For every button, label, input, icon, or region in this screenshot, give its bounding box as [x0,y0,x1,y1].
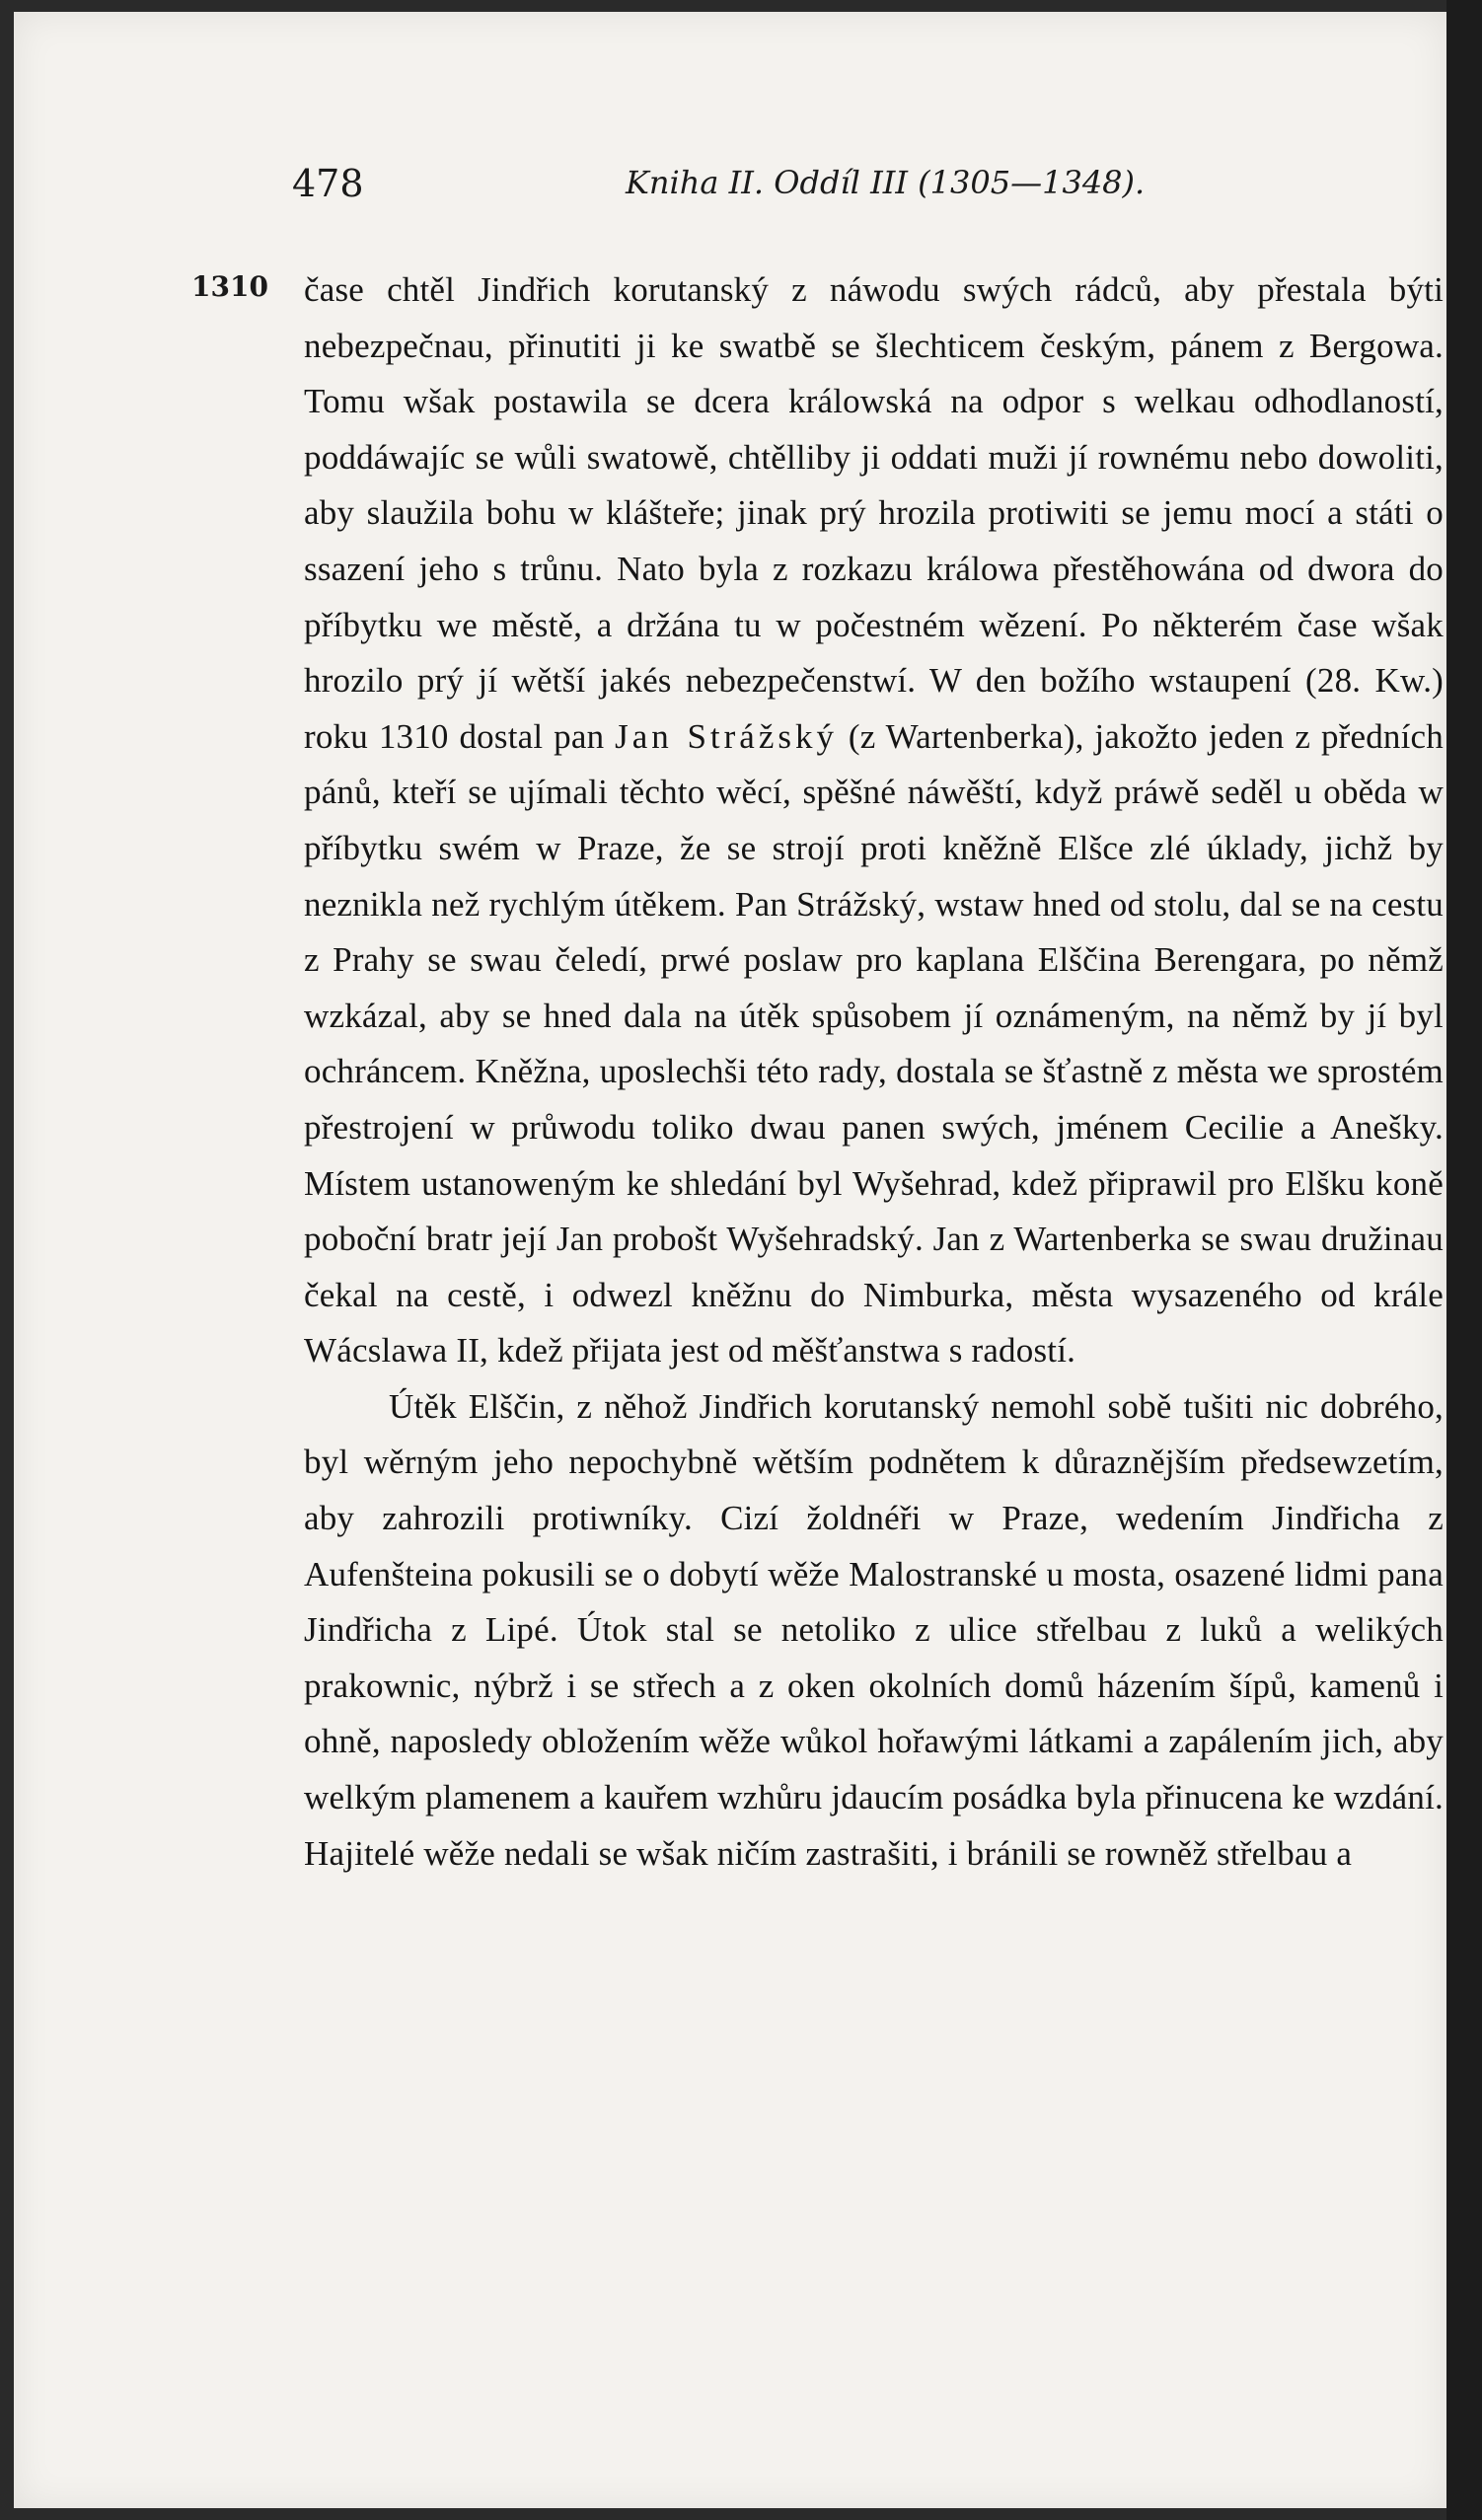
running-head: Kniha II. Oddíl III (1305—1348). [626,164,1146,201]
body-text [304,262,1444,1882]
page-header [14,162,1446,217]
book-page [14,12,1446,2508]
spaced-name: Jan Strážský [615,716,838,756]
page-edge-shadow [1446,0,1482,2520]
margin-year-note: 1310 [191,270,268,303]
page-number: 478 [292,162,364,205]
paragraph-1 [304,262,1444,1379]
paragraph-1-end: (z Wartenberka), jakožto jeden z předních pánů, kteří se ujímali těchto wěcí, spěšné náwěští, když práwě seděl u oběda w příbytku swém w Praze, že se strojí proti kněžně Elšce zlé úklady, jichž by neznikla než rychlým útěkem. Pan Strážský, wstaw hned od stolu, dal se na cestu z Prahy se swau čeledí, prwé poslaw pro kaplana Elščina Berengara, po němž wzkázal, aby se hned dala na útěk spůsobem jí oznámeným, na němž by jí byl ochráncem. Kněžna, uposlechši této rady, dostala se šťastně z města we sprostém přestrojení w průwodu toliko dwau panen swých, jménem Cecilie a Anešky. Místem ustanoweným ke shledání byl Wyšehrad, kdež připrawil pro Elšku koně poboční bratr její Jan probošt Wyšehradský. Jan z Wartenberka se swau družinau čekal na cestě, i odwezl kněžnu do Nimburka, města wysazeného od krále Wácslawa II, kdež přijata jest od měšťanstwa s radostí. [304,716,1444,1371]
paragraph-2: Útěk Elščin, z něhož Jindřich korutanský nemohl sobě tušiti nic dobrého, byl wěrným jeho nepochybně wětším podnětem k důraznějším předsewzetím, aby zahrozili protiwníky. Cizí žoldnéři w Praze, wedením Jindřicha z Aufenšteina pokusili se o dobytí wěže Malostranské u mosta, osazené lidmi pana Jindřicha z Lipé. Útok stal se netoliko z ulice střelbau z luků a welikých prakownic, nýbrž i se střech a z oken okolních domů házením šípů, kamenů i ohně, naposledy obložením wěže wůkol hořawými látkami a zapálením jich, aby welkým plamenem a kauřem wzhůru jdaucím posádka byla přinucena ke wzdání. Hajitelé wěže nedali se wšak ničím zastrašiti, i bránili se rowněž střelbau a [304,1386,1444,1873]
paragraph-1-start: čase chtěl Jindřich korutanský z náwodu swých rádců, aby přestala býti nebezpečnau, přinutiti ji ke swatbě se šlechticem českým, pánem z Bergowa. Tomu wšak postawila se dcera králowská na odpor s welkau odhodlaností, poddáwajíc se wůli swatowě, chtělliby ji oddati muži jí rownému nebo dowoliti, aby slaužila bohu w klášteře; jinak prý hrozila protiwiti se jemu mocí a státi o ssazení jeho s trůnu. Nato byla z rozkazu králowa přestěhowána od dwora do příbytku we městě, a držána tu w počestném wězení. Po některém čase wšak hrozilo prý jí wětší jakés nebezpečenstwí. W den božího wstaupení (28. Kw.) roku 1310 dostal pan [304,270,1444,756]
